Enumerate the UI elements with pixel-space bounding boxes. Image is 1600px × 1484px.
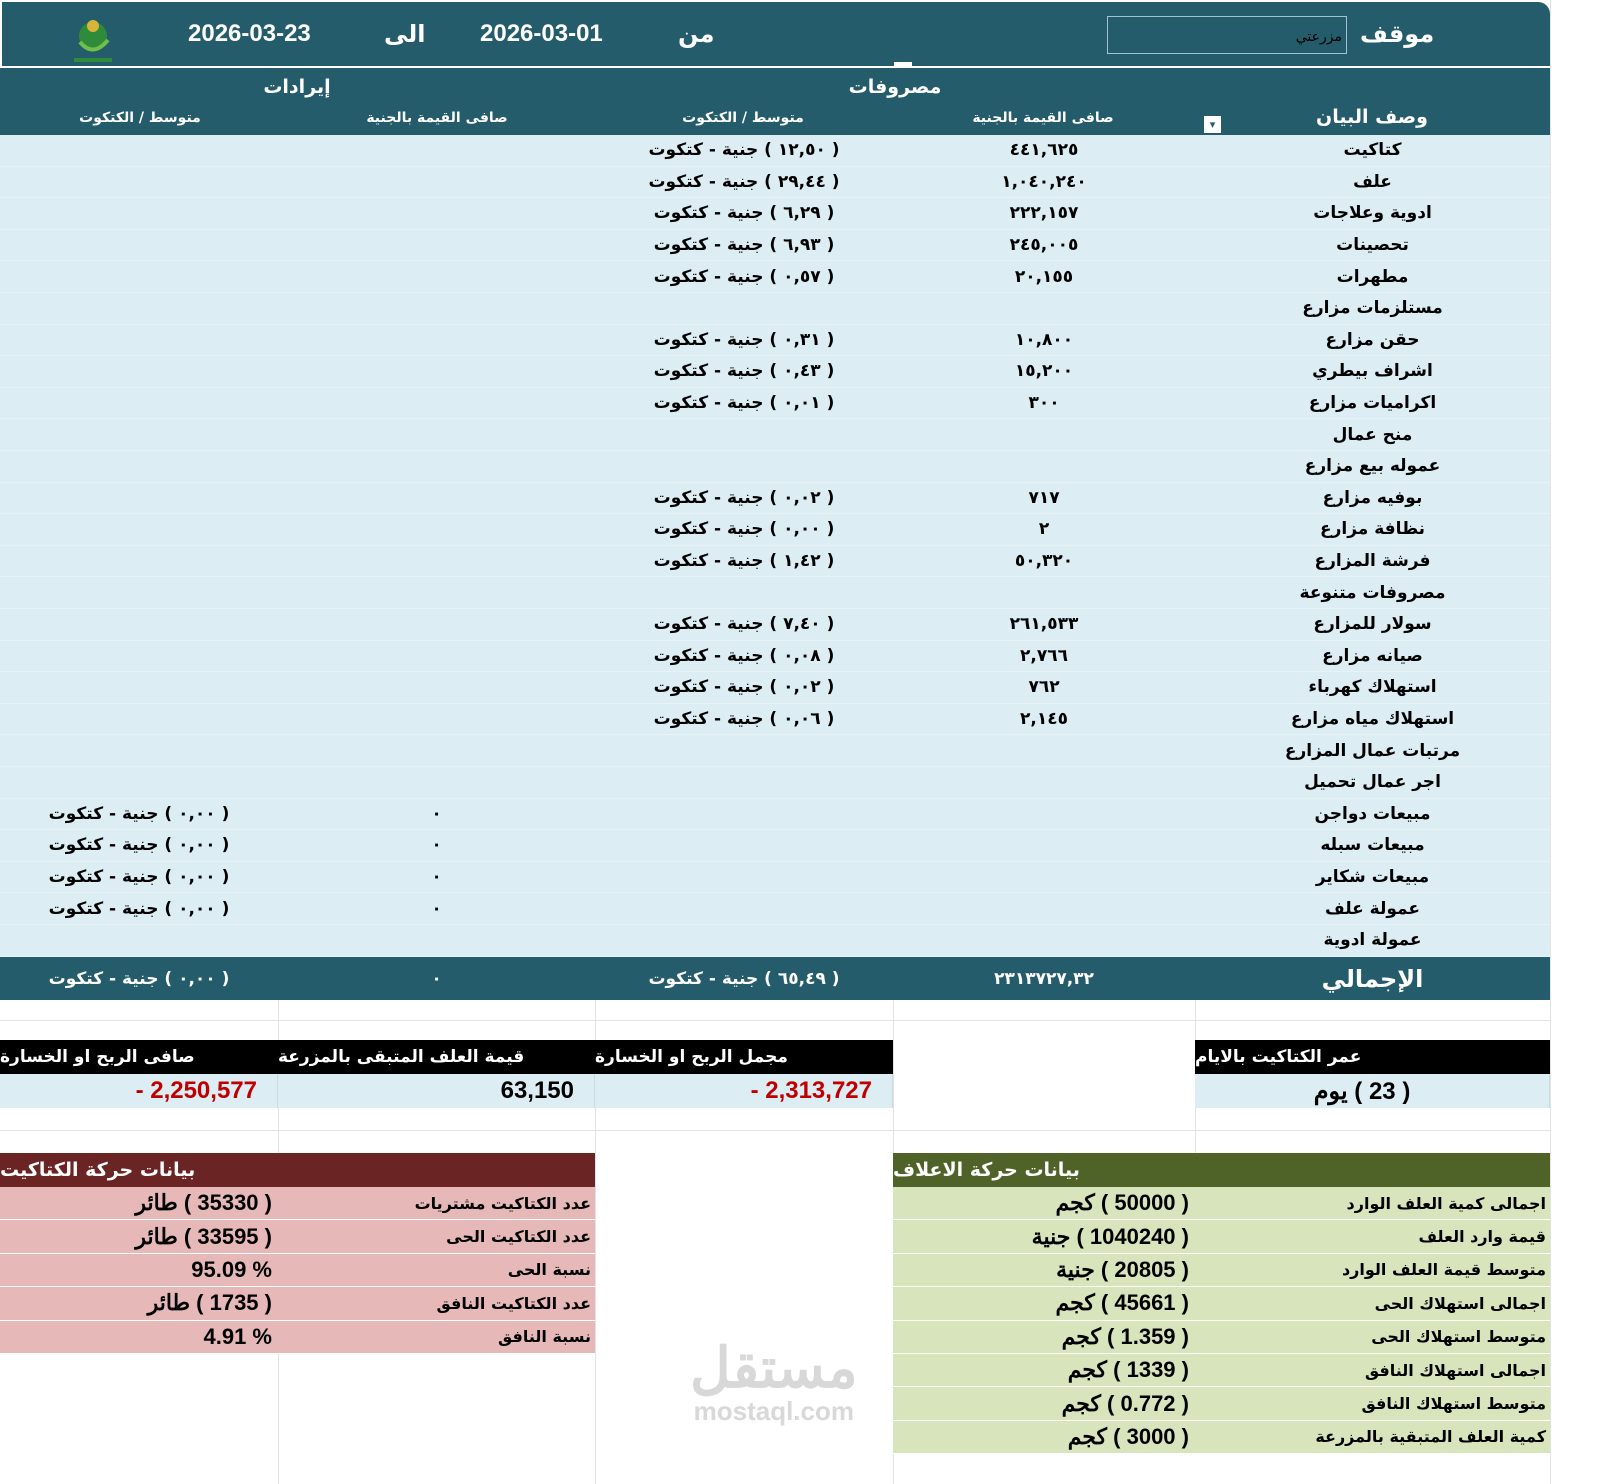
feed-row [893,1421,1550,1454]
feed-row-label: قيمة وارد العلف [1418,1227,1546,1247]
table-row [0,893,1550,925]
chick-row-value: ( 33595 ) طائر [135,1223,272,1249]
row-exp-avg: ( ٧,٤٠ ) جنية - كتكوت [653,614,835,635]
row-desc: تحصينات [1336,235,1409,256]
row-rev-avg: ( ٠,٠٠ ) جنية - كتكوت [48,898,230,919]
table-row [0,451,1550,483]
feed-row [893,1287,1550,1320]
feed-row [893,1354,1550,1387]
to-label: الى [384,21,426,48]
row-desc: منح عمال [1332,424,1413,445]
row-rev-net [278,609,595,640]
row-desc: مرتبات عمال المزارع [1284,740,1461,761]
row-exp-avg: ( ٠,٥٧ ) جنية - كتكوت [653,266,835,287]
row-exp-net: ١,٠٤٠,٢٤٠ [1001,171,1087,192]
row-desc: استهلاك مياه مزارع [1290,709,1455,730]
watermark-latin: mostaql.com [693,1396,854,1426]
row-exp-avg: ( ٠,٠١ ) جنية - كتكوت [653,393,835,414]
row-desc: استهلاك كهرباء [1308,677,1437,698]
row-rev-net: ٠ [431,898,442,919]
row-rev-net [278,230,595,261]
row-exp-net: ٢,٧٦٦ [1020,645,1068,666]
chick-row-value: ( 35330 ) طائر [135,1190,272,1216]
total-row [0,957,1550,1000]
row-exp-net: ٢ [1038,519,1050,540]
feed-row-value: ( 1339 ) كجم [1067,1357,1189,1383]
row-exp-avg [595,767,893,798]
row-exp-avg: ( ٦,٩٣ ) جنية - كتكوت [653,235,835,256]
from-date[interactable]: 2026-03-01 [480,20,603,47]
table-row [0,514,1550,546]
feed-row-value: ( 1.359 ) كجم [1061,1323,1189,1349]
row-exp-avg: ( ٠,٠٠ ) جنية - كتكوت [653,519,835,540]
row-desc: اجر عمال تحميل [1304,772,1441,793]
row-rev-avg [0,261,278,292]
row-rev-net: ٠ [431,803,442,824]
row-rev-avg [0,356,278,387]
row-exp-net [893,893,1195,924]
total-exp-net: ٢٣١٣٧٢٧,٣٢ [994,968,1094,989]
chick-row [0,1254,595,1287]
row-desc: عمولة علف [1324,898,1421,919]
chick-row-label: عدد الكتاكيت مشتريات [414,1193,591,1213]
row-desc: مبيعات دواجن [1314,803,1431,824]
row-desc: فرشة المزارع [1314,551,1431,572]
row-exp-avg [595,419,893,450]
row-rev-avg [0,483,278,514]
row-exp-avg: ( ٠,٣١ ) جنية - كتكوت [653,329,835,350]
table-row [0,830,1550,862]
row-rev-avg [0,704,278,735]
row-rev-avg [0,451,278,482]
farm-select-input[interactable]: مزرعتي [1107,16,1347,54]
row-exp-net [893,735,1195,766]
total-rev-net: ٠ [431,968,442,989]
chick-row-label: نسبة النافق [497,1327,591,1347]
table-row [0,799,1550,831]
row-rev-avg [0,641,278,672]
row-rev-avg [0,672,278,703]
row-rev-avg [0,388,278,419]
row-desc: مطهرات [1336,266,1409,287]
col-rev-net: صافى القيمة بالجنية [366,110,508,126]
row-exp-avg: ( ٠,٠٢ ) جنية - كتكوت [653,677,835,698]
from-label: من [678,21,715,48]
row-desc: مستلزمات مزارع [1302,298,1443,319]
row-desc: مبيعات سبله [1320,835,1425,856]
chick-section-title: بيانات حركة الكتاكيت [0,1153,595,1187]
table-row [0,293,1550,325]
table-row [0,261,1550,293]
row-exp-net: ٢٤٥,٠٠٥ [1009,235,1079,256]
chick-row [0,1220,595,1253]
row-rev-net [278,767,595,798]
row-exp-avg: ( ١٢,٥٠ ) جنية - كتكوت [648,140,840,161]
col-rev-avg: متوسط / الكتكوت [79,110,201,126]
row-exp-net: ٧٦٢ [1028,677,1060,698]
table-row [0,419,1550,451]
net-value: - 2,250,577 [0,1074,278,1108]
row-rev-net [278,451,595,482]
row-rev-net [278,388,595,419]
row-rev-avg: ( ٠,٠٠ ) جنية - كتكوت [48,867,230,888]
row-desc: عمولة ادوية [1323,930,1422,951]
row-exp-avg: ( ٠,٠٦ ) جنية - كتكوت [653,709,835,730]
row-rev-net [278,325,595,356]
feed-row-label: اجمالى استهلاك الحى [1374,1293,1546,1313]
row-exp-net: ٥٠,٣٢٠ [1014,551,1074,572]
feed-section-title: بيانات حركة الاعلاف [893,1153,1550,1187]
chick-row-label: عدد الكتاكيت الحى [446,1227,591,1247]
table-row [0,546,1550,578]
row-desc: مصروفات متنوعة [1299,582,1446,603]
logo [64,18,122,64]
row-rev-avg: ( ٠,٠٠ ) جنية - كتكوت [48,803,230,824]
gridline [0,1020,1550,1021]
row-exp-avg [595,577,893,608]
feed-row-label: متوسط استهلاك الحى [1371,1327,1546,1347]
gross-value: - 2,313,727 [595,1074,893,1108]
row-desc: صيانه مزارع [1322,645,1423,666]
row-rev-avg [0,925,278,956]
row-rev-net [278,641,595,672]
row-exp-net: ٤٤١,٦٢٥ [1009,140,1079,161]
feed-row [893,1187,1550,1220]
row-exp-avg: ( ٠,٠٢ ) جنية - كتكوت [653,487,835,508]
row-desc: نظافة مزارع [1320,519,1426,540]
age-header: عمر الكتاكيت بالايام [1195,1040,1550,1074]
table-row [0,925,1550,957]
row-rev-avg [0,546,278,577]
feed-row-value: ( 50000 ) كجم [1055,1190,1189,1216]
to-date[interactable]: 2026-03-23 [188,20,311,47]
chick-row-label: نسبة الحى [507,1260,591,1280]
filter-dropdown-icon[interactable]: ▾ [1204,116,1221,133]
feed-row [893,1220,1550,1253]
row-rev-avg [0,577,278,608]
row-rev-net [278,735,595,766]
row-exp-avg: ( ٠,٤٣ ) جنية - كتكوت [653,361,835,382]
table-row [0,609,1550,641]
chick-row-value: % 95.09 [191,1256,272,1282]
row-exp-avg [595,925,893,956]
row-exp-net: ١٥,٢٠٠ [1014,361,1074,382]
row-rev-avg [0,198,278,229]
table-row [0,862,1550,894]
row-rev-net [278,925,595,956]
feed-row-label: متوسط استهلاك النافق [1361,1394,1546,1414]
row-exp-avg [595,451,893,482]
row-rev-avg [0,419,278,450]
row-desc: اكراميات مزارع [1308,393,1437,414]
row-rev-net [278,198,595,229]
row-exp-net [893,577,1195,608]
chick-row-label: عدد الكتاكيت النافق [436,1293,591,1313]
row-rev-net [278,546,595,577]
row-rev-net [278,577,595,608]
feed-row-label: اجمالى استهلاك النافق [1364,1360,1546,1380]
gridline [1550,0,1551,1484]
feed-row-label: متوسط قيمة العلف الوارد [1341,1260,1546,1280]
table-row [0,672,1550,704]
watermark-arabic: مستقل [690,1336,858,1399]
row-rev-avg [0,735,278,766]
table-row [0,167,1550,199]
row-exp-net: ٧١٧ [1028,487,1060,508]
row-rev-net [278,135,595,166]
row-exp-net [893,767,1195,798]
table-row [0,135,1550,167]
row-exp-avg [595,862,893,893]
row-rev-net [278,356,595,387]
row-rev-net: ٠ [431,867,442,888]
row-rev-avg [0,609,278,640]
row-exp-net [893,451,1195,482]
row-rev-net [278,704,595,735]
total-exp-avg: ( ٦٥,٤٩ ) جنية - كتكوت [648,968,840,989]
row-desc: علف [1353,171,1392,192]
row-exp-avg: ( ١,٤٢ ) جنية - كتكوت [653,551,835,572]
table-row [0,356,1550,388]
total-rev-avg: ( ٠,٠٠ ) جنية - كتكوت [48,968,230,989]
expenses-group-header: مصروفات [848,76,942,98]
row-exp-net: ٢٦١,٥٣٣ [1009,614,1079,635]
feed-row-label: كمية العلف المتبقية بالمزرعة [1315,1427,1546,1447]
net-header: صافى الربح او الخسارة [0,1040,278,1074]
row-rev-avg [0,767,278,798]
table-row [0,735,1550,767]
chick-row-value: ( 1735 ) طائر [147,1290,272,1316]
row-exp-net: ٢٠,١٥٥ [1014,266,1074,287]
feed-row-value: ( 0.772 ) كجم [1061,1390,1189,1416]
row-rev-net: ٠ [431,835,442,856]
row-exp-avg [595,799,893,830]
row-exp-net: ١٠,٨٠٠ [1014,329,1074,350]
row-rev-avg [0,167,278,198]
row-exp-net [893,862,1195,893]
report-header [2,2,1550,66]
row-exp-net [893,419,1195,450]
row-exp-avg: ( ٠,٠٨ ) جنية - كتكوت [653,645,835,666]
col-exp-avg: متوسط / الكتكوت [682,110,804,126]
row-desc: حقن مزارع [1325,329,1420,350]
chick-row [0,1187,595,1220]
gridline [0,1130,1550,1131]
feed-row-value: ( 1040240 ) جنية [1031,1223,1189,1249]
total-label: الإجمالي [1321,964,1424,993]
row-rev-avg [0,325,278,356]
farm-label: موقف [1360,21,1435,48]
revenues-group-header: إيرادات [263,76,331,98]
col-desc: وصف البيان [1316,106,1428,128]
row-exp-avg [595,293,893,324]
table-row [0,577,1550,609]
row-exp-avg [595,893,893,924]
table-row [0,641,1550,673]
row-rev-net [278,483,595,514]
row-desc: بوفيه مزارع [1322,487,1423,508]
feed-row [893,1321,1550,1354]
watermark [690,1336,858,1427]
row-rev-net [278,261,595,292]
row-desc: عموله بيع مزارع [1304,456,1441,477]
row-desc: سولار للمزارع [1313,614,1432,635]
row-exp-net: ٢,١٤٥ [1020,709,1068,730]
row-exp-avg: ( ٦,٢٩ ) جنية - كتكوت [653,203,835,224]
header-marker [894,62,912,66]
table-header [0,68,1550,135]
table-row [0,704,1550,736]
feed-row-value: ( 20805 ) جنية [1056,1256,1189,1282]
row-rev-avg [0,293,278,324]
col-exp-net: صافى القيمة بالجنية [972,110,1114,126]
row-exp-avg [595,735,893,766]
row-desc: اشراف بيطري [1312,361,1433,382]
feed-row [893,1387,1550,1420]
chick-row-value: % 4.91 [203,1323,272,1349]
row-desc: كتاكيت [1343,140,1402,161]
row-rev-net [278,419,595,450]
row-exp-net [893,830,1195,861]
feed-row-label: اجمالى كمية العلف الوارد [1346,1193,1546,1213]
feed-left-value: 63,150 [278,1074,595,1108]
row-exp-avg [595,830,893,861]
feed-left-header: قيمة العلف المتبقى بالمزرعة [278,1040,595,1074]
row-rev-net [278,167,595,198]
chick-row [0,1321,595,1354]
row-rev-avg [0,514,278,545]
row-exp-net: ٣٠٠ [1028,393,1060,414]
table-row [0,388,1550,420]
row-rev-net [278,672,595,703]
feed-row-value: ( 3000 ) كجم [1067,1423,1189,1449]
table-row [0,767,1550,799]
table-row [0,483,1550,515]
row-rev-net [278,514,595,545]
chick-row [0,1287,595,1320]
gross-header: مجمل الربح او الخسارة [595,1040,893,1074]
row-rev-avg: ( ٠,٠٠ ) جنية - كتكوت [48,835,230,856]
row-desc: مبيعات شكاير [1315,867,1430,888]
age-value: ( 23 ) يوم [1195,1074,1550,1108]
table-row [0,325,1550,357]
row-exp-net: ٢٢٢,١٥٧ [1009,203,1079,224]
row-rev-net [278,293,595,324]
table-row [0,198,1550,230]
table-row [0,230,1550,262]
feed-row-value: ( 45661 ) كجم [1055,1290,1189,1316]
row-exp-net [893,925,1195,956]
row-exp-avg: ( ٢٩,٤٤ ) جنية - كتكوت [648,171,840,192]
row-rev-avg [0,230,278,261]
feed-row [893,1254,1550,1287]
row-exp-net [893,799,1195,830]
row-rev-avg [0,135,278,166]
row-exp-net [893,293,1195,324]
row-desc: ادوية وعلاجات [1313,203,1432,224]
